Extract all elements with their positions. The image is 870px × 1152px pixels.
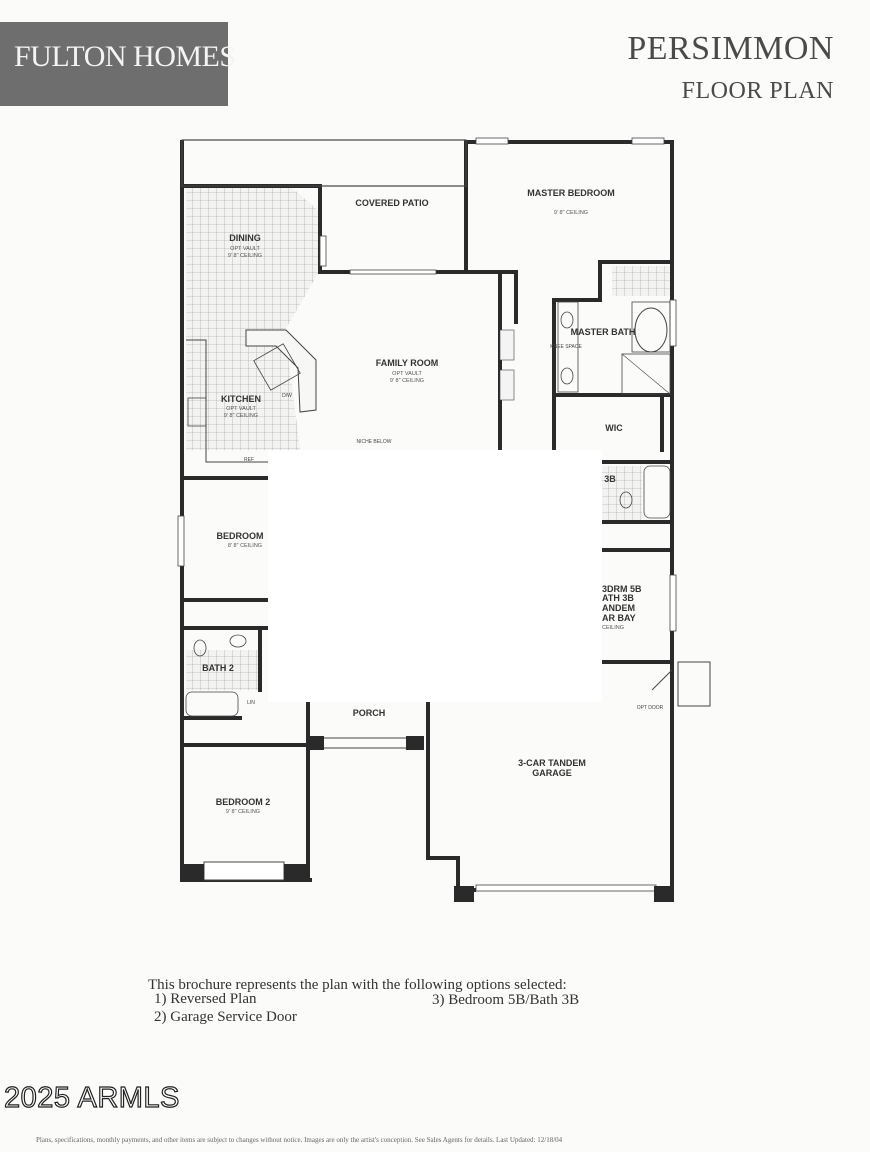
svg-text:LIN: LIN [247,700,255,706]
svg-text:ANDEM: ANDEM [602,603,635,613]
option-1: 1) Reversed Plan [154,991,257,1007]
option-2: 2) Garage Service Door [154,1009,297,1025]
room-covered-patio: COVERED PATIO [355,198,429,208]
svg-text:GARAGE: GARAGE [532,768,572,778]
room-wic: WIC [605,423,623,433]
svg-text:KNEE SPACE: KNEE SPACE [550,344,582,350]
svg-text:OPT VAULT: OPT VAULT [226,406,256,412]
room-bath-2: BATH 2 [202,663,234,673]
svg-text:OPT DOOR: OPT DOOR [636,705,664,711]
svg-text:D/W: D/W [282,393,292,399]
doc-type: FLOOR PLAN [681,78,834,104]
plan-name: PERSIMMON [627,30,834,67]
room-master-bath: MASTER BATH [570,327,636,337]
brochure-intro: This brochure represents the plan with the following options selected: [148,977,567,993]
svg-text:OPT VAULT: OPT VAULT [230,246,260,252]
svg-text:9' 8" CEILING: 9' 8" CEILING [225,809,261,815]
svg-text:8' 8" CEILING: 8' 8" CEILING [227,543,263,549]
disclaimer: Plans, specifications, monthly payments, and other items are subject to changes without notice. Images are only the artist's conception. See Sales Agents for details. Last Updated: 12/18/04 [36,1136,563,1144]
svg-text:OPT VAULT: OPT VAULT [392,371,422,377]
room-bedroom: BEDROOM [216,531,264,541]
room-bath-3b: 3B [604,474,616,484]
svg-text:CEILING: CEILING [602,625,625,631]
room-kitchen: KITCHEN [221,394,261,404]
room-master-bedroom: MASTER BEDROOM [527,188,615,198]
room-bedroom-5b: 3DRM 5B [602,584,642,594]
room-bedroom-2: BEDROOM 2 [215,797,271,807]
room-dining: DINING [229,233,261,243]
logo: FULTON HOMES [14,40,236,73]
option-3: 3) Bedroom 5B/Bath 3B [432,992,580,1008]
svg-text:ATH 3B: ATH 3B [602,593,634,603]
svg-text:NICHE BELOW: NICHE BELOW [356,439,392,445]
svg-text:9' 8" CEILING: 9' 8" CEILING [227,253,263,259]
svg-text:9' 8" CEILING: 9' 8" CEILING [223,413,259,419]
room-porch: PORCH [352,708,386,718]
room-garage: 3-CAR TANDEM [518,758,586,768]
svg-text:9' 8" CEILING: 9' 8" CEILING [553,210,589,216]
tile-floor-master-bath [612,266,670,296]
watermark: 2025 ARMLS [4,1082,180,1114]
svg-text:REF: REF [244,457,254,463]
room-family-room: FAMILY ROOM [375,358,439,368]
svg-text:AR BAY: AR BAY [602,613,636,623]
svg-text:9' 8" CEILING: 9' 8" CEILING [389,378,425,384]
